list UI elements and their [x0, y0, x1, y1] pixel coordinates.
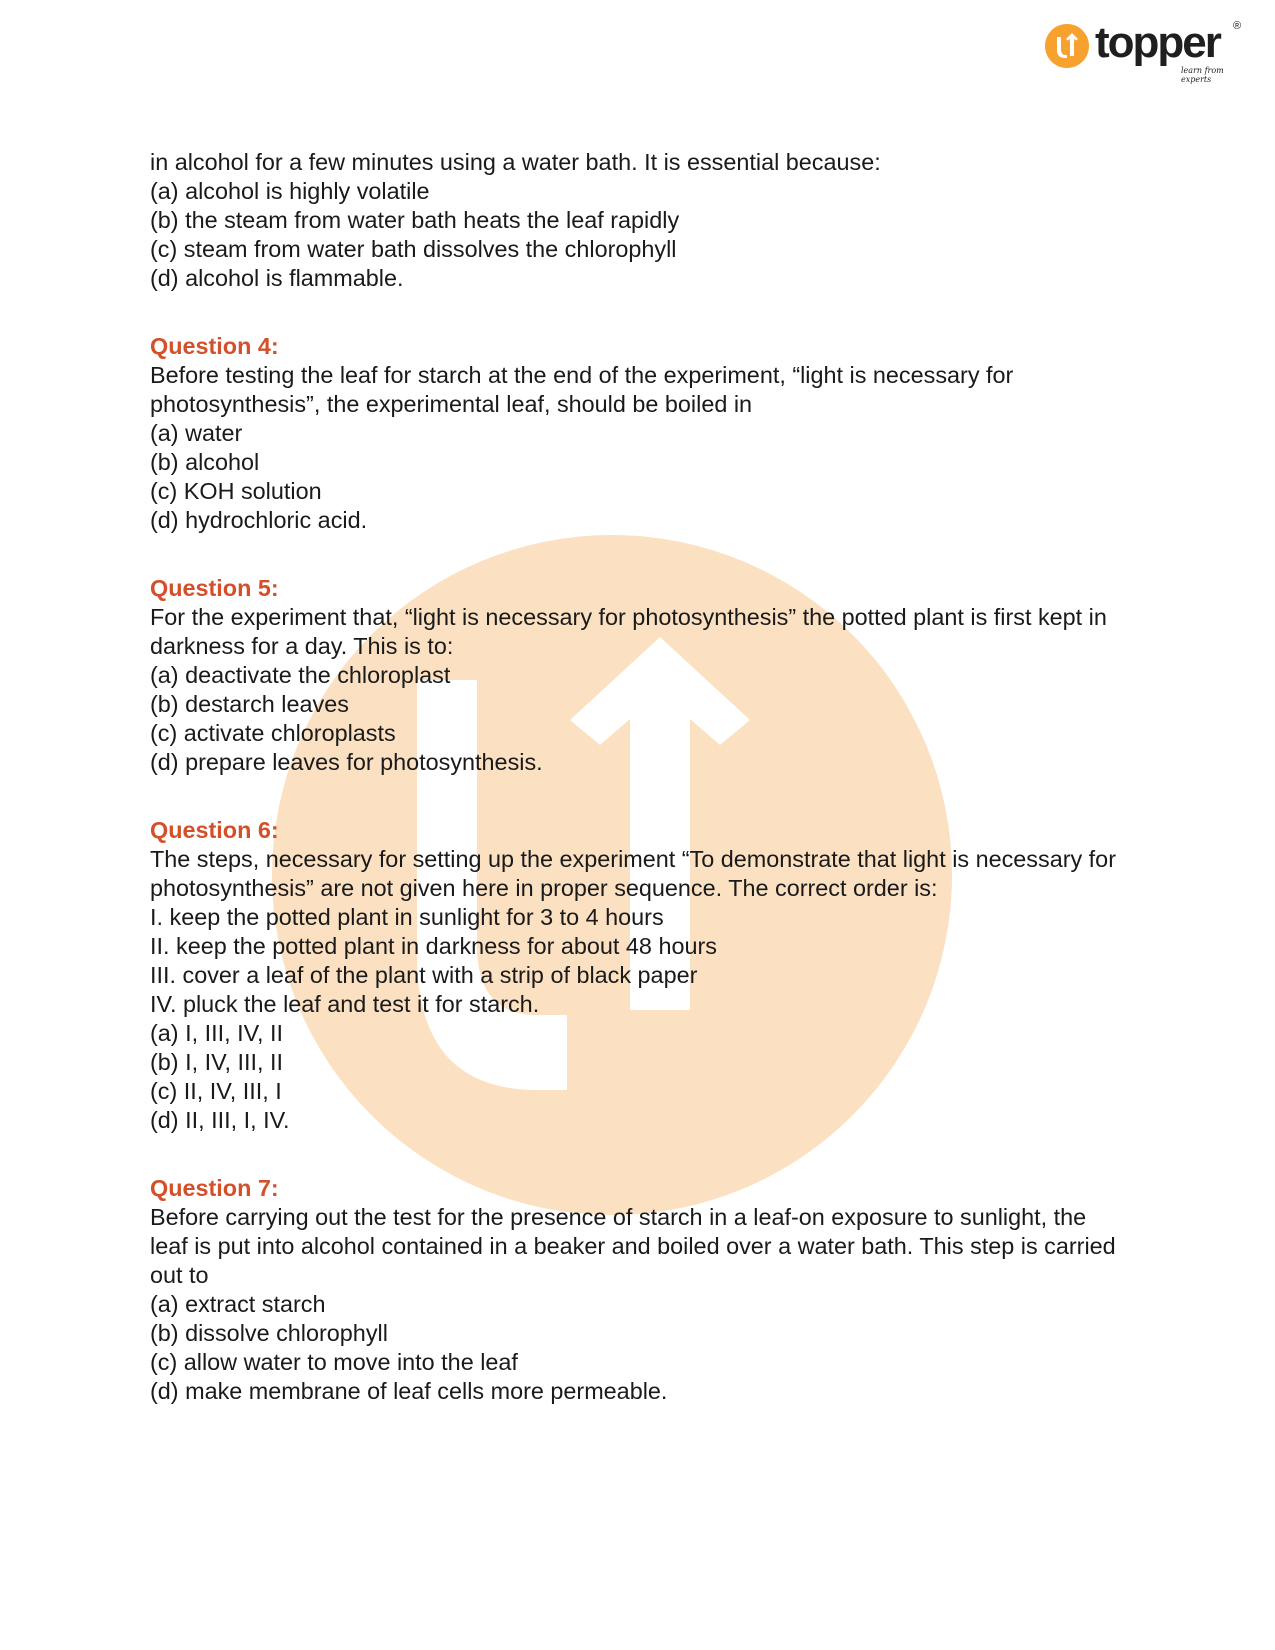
step: I. keep the potted plant in sunlight for 3 to 4 hours	[150, 904, 664, 930]
option: (c) steam from water bath dissolves the chlorophyll	[150, 236, 677, 262]
question-heading: Question 4:	[150, 333, 279, 359]
option: (a) water	[150, 420, 243, 446]
question-text: The steps, necessary for setting up the experiment “To demonstrate that light is necessary for photosynthesis” are not given here in proper sequence. The correct order is:	[150, 846, 1116, 901]
registered-mark: ®	[1233, 20, 1242, 32]
continued-question	[150, 148, 1130, 293]
step: III. cover a leaf of the plant with a strip of black paper	[150, 962, 698, 988]
option: (a) deactivate the chloroplast	[150, 662, 451, 688]
option: (a) extract starch	[150, 1291, 326, 1317]
option: (d) prepare leaves for photosynthesis.	[150, 749, 543, 775]
question-heading: Question 5:	[150, 575, 279, 601]
question-heading: Question 7:	[150, 1175, 279, 1201]
question-text: Before testing the leaf for starch at the end of the experiment, “light is necessary for photosynthesis”, the experimental leaf, should be boiled in	[150, 362, 1014, 417]
option: (a) alcohol is highly volatile	[150, 178, 430, 204]
logo-badge-icon	[1045, 24, 1089, 68]
continued-question-text: in alcohol for a few minutes using a water bath. It is essential because:	[150, 149, 881, 175]
question-7	[150, 1174, 1130, 1406]
logo-wordmark: topper	[1095, 18, 1220, 67]
logo-tagline: learn from experts	[1181, 66, 1224, 84]
option: (a) I, III, IV, II	[150, 1020, 284, 1046]
step: IV. pluck the leaf and test it for starch.	[150, 991, 540, 1017]
question-5	[150, 574, 1130, 777]
option: (c) KOH solution	[150, 478, 322, 504]
option: (b) destarch leaves	[150, 691, 349, 717]
option: (b) dissolve chlorophyll	[150, 1320, 388, 1346]
option: (c) II, IV, III, I	[150, 1078, 282, 1104]
question-heading: Question 6:	[150, 817, 279, 843]
document-body	[150, 148, 1130, 1445]
option: (b) the steam from water bath heats the leaf rapidly	[150, 207, 680, 233]
option: (d) alcohol is flammable.	[150, 265, 404, 291]
option: (d) II, III, I, IV.	[150, 1107, 290, 1133]
option: (d) hydrochloric acid.	[150, 507, 368, 533]
option: (c) allow water to move into the leaf	[150, 1349, 518, 1375]
option: (c) activate chloroplasts	[150, 720, 396, 746]
option: (b) alcohol	[150, 449, 260, 475]
step: II. keep the potted plant in darkness for about 48 hours	[150, 933, 717, 959]
option: (b) I, IV, III, II	[150, 1049, 284, 1075]
question-text: Before carrying out the test for the presence of starch in a leaf-on exposure to sunlight, the leaf is put into alcohol contained in a beaker and boiled over a water bath. This step is carried out to	[150, 1204, 1116, 1288]
question-6	[150, 816, 1130, 1135]
question-4	[150, 332, 1130, 535]
option: (d) make membrane of leaf cells more permeable.	[150, 1378, 668, 1404]
topper-logo	[1045, 18, 1245, 84]
question-text: For the experiment that, “light is necessary for photosynthesis” the potted plant is first kept in darkness for a day. This is to:	[150, 604, 1107, 659]
